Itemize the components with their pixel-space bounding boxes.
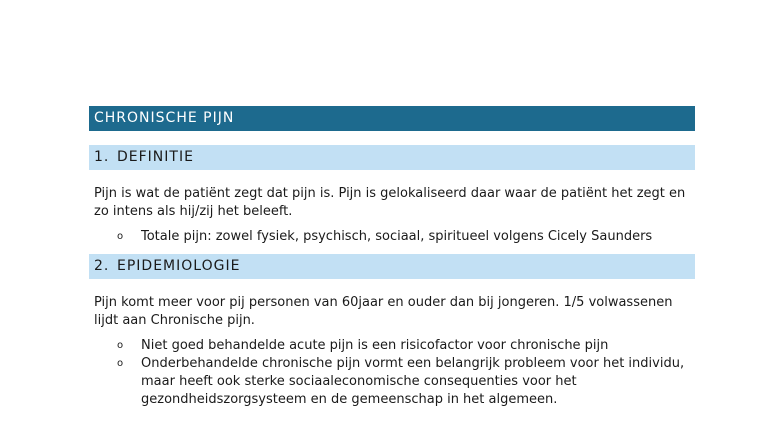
list-item-text: Totale pijn: zowel fysiek, psychisch, sociaal, spiritueel volgens Cicely Saunders — [141, 229, 653, 244]
section-heading-text: DEFINITIE — [117, 149, 194, 165]
section-heading-definitie — [89, 145, 695, 170]
section-number: 2. — [94, 258, 110, 274]
list-item — [89, 355, 695, 409]
bullet-icon: o — [117, 358, 124, 369]
list-item-text: Niet goed behandelde acute pijn is een risicofactor voor chronische pijn — [141, 338, 609, 353]
list-item — [89, 337, 695, 355]
list-item-text: Onderbehandelde chronische pijn vormt een belangrijk probleem voor het individu, maar heeft ook sterke sociaaleconomische consequenties voor het gezondheidszorgsysteem en de gemeenschap in het algemeen. — [141, 356, 685, 407]
bullet-icon: o — [117, 340, 124, 351]
definitie-paragraph: Pijn is wat de patiënt zegt dat pijn is. Pijn is gelokaliseerd daar waar de patiënt het zegt en zo intens als hij/zij het beleeft. — [94, 186, 686, 219]
section-number: 1. — [94, 149, 110, 165]
section-heading-text: EPIDEMIOLOGIE — [117, 258, 241, 274]
document-body — [89, 106, 695, 409]
definitie-bullet-list — [89, 228, 695, 246]
epidemiologie-bullet-list — [89, 337, 695, 409]
section-heading-epidemiologie — [89, 254, 695, 279]
bullet-icon: o — [117, 231, 124, 242]
epidemiologie-paragraph: Pijn komt meer voor pij personen van 60jaar en ouder dan bij jongeren. 1/5 volwassenen lijdt aan Chronische pijn. — [94, 295, 673, 328]
list-item — [89, 228, 695, 246]
page-title: CHRONISCHE PIJN — [89, 106, 695, 131]
